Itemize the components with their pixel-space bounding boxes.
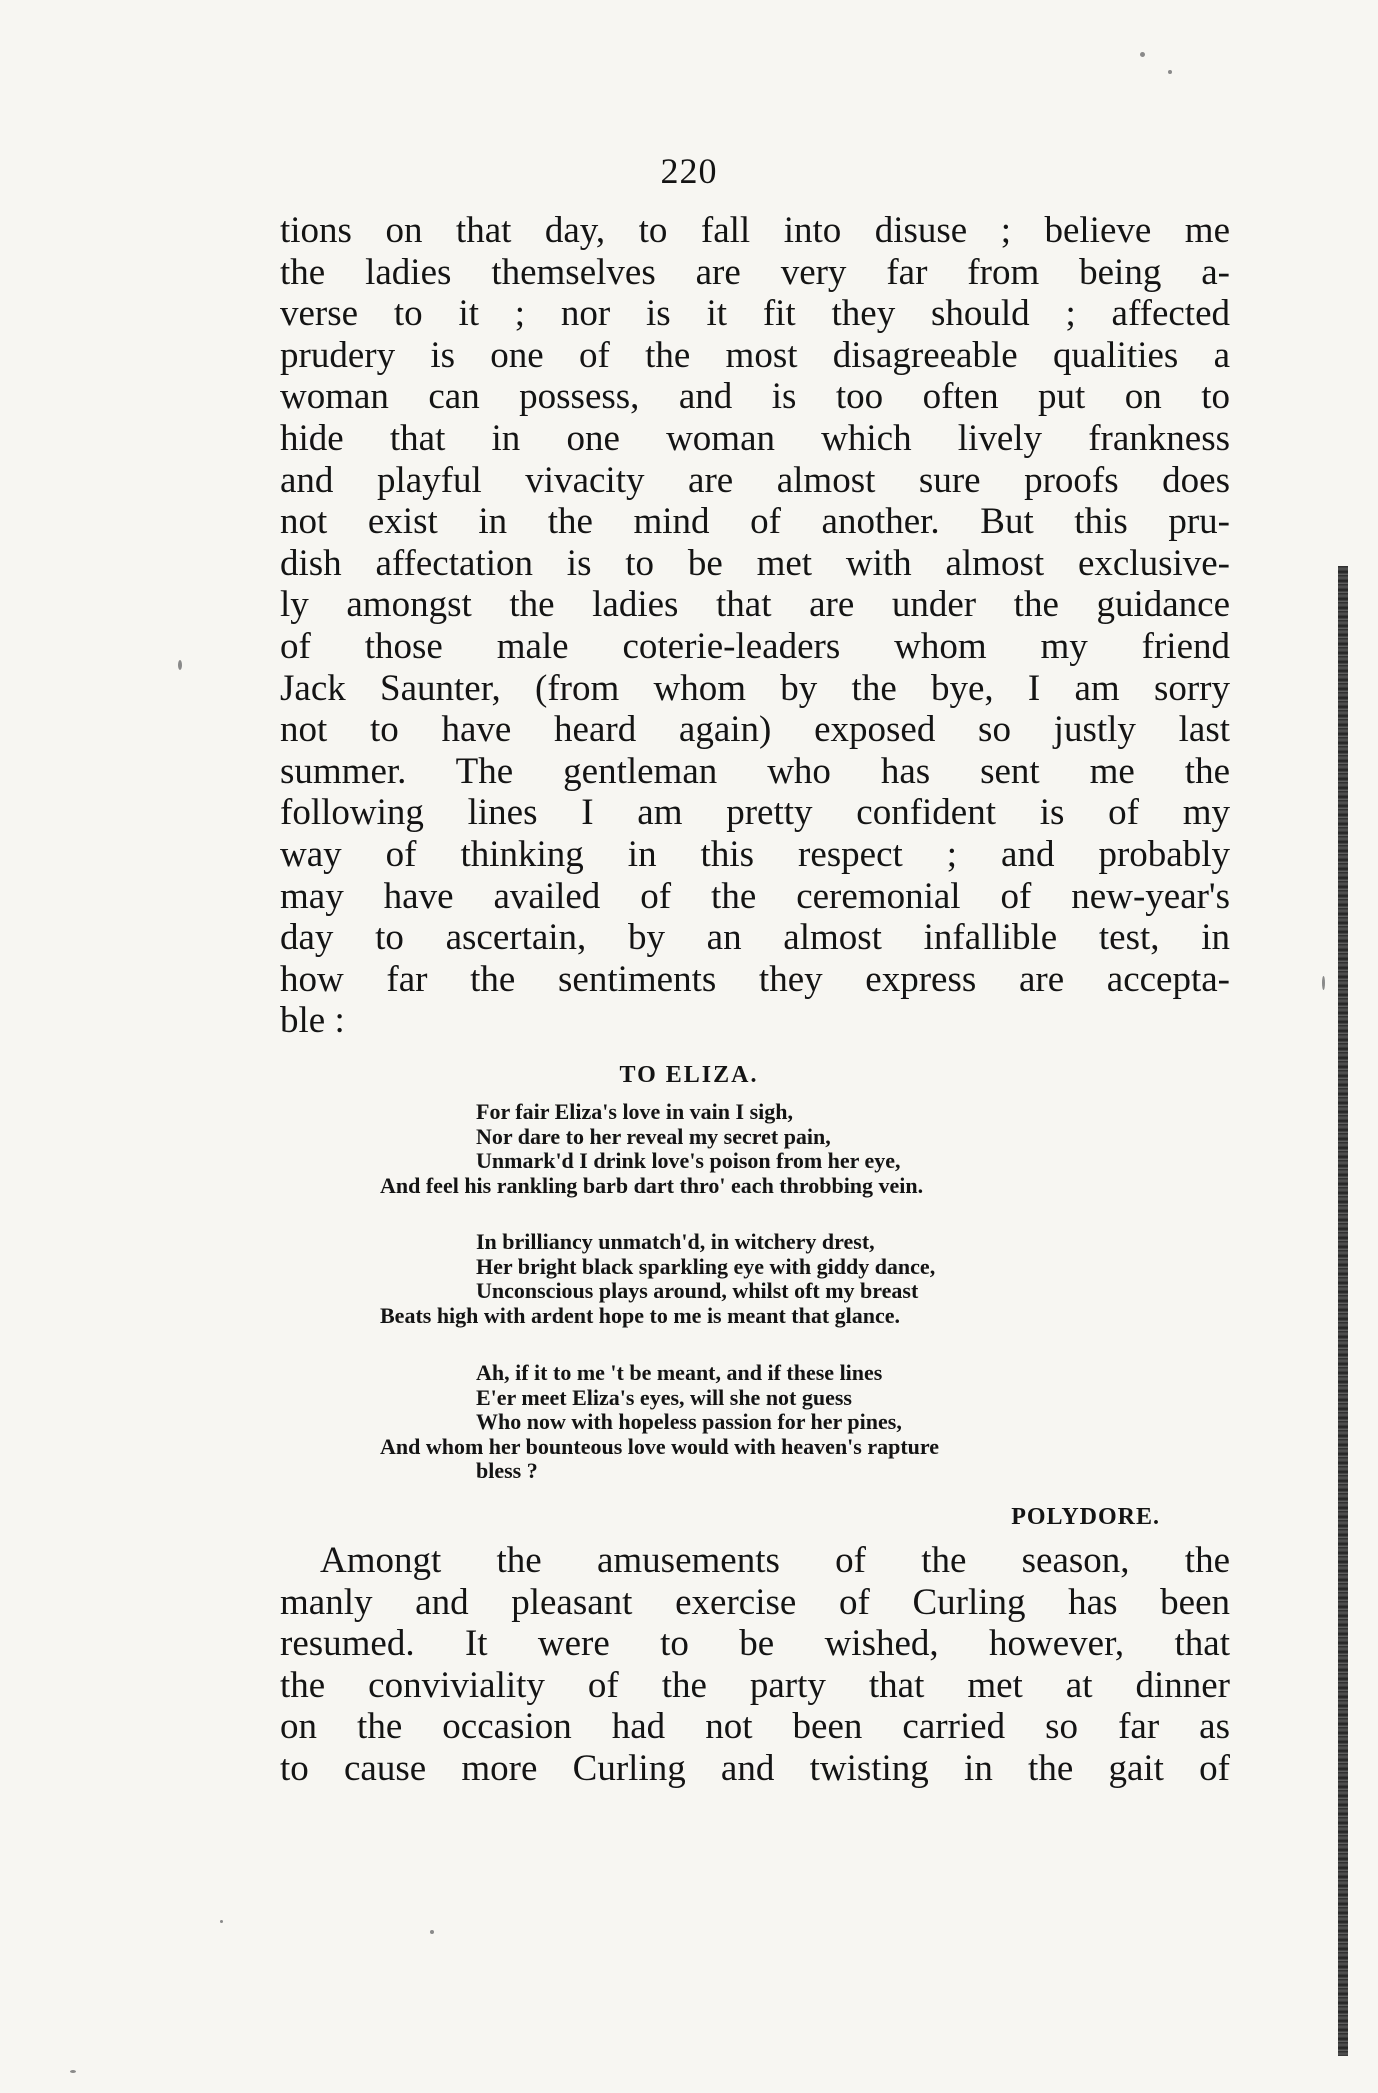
- text-line: Amongt the amusements of the season, the: [320, 1540, 1230, 1581]
- text-line: Jack Saunter, (from whom by the bye, I am sorry: [280, 667, 1230, 709]
- text-line: verse to it ; nor is it fit they should ; affected: [280, 293, 1230, 335]
- page-number: 220: [660, 151, 718, 191]
- verse-line: Unmark'd I drink love's poison from her eye,: [476, 1148, 901, 1173]
- poem-signature: POLYDORE.: [1011, 1504, 1160, 1530]
- text-line: not exist in the mind of another. But this pru-: [280, 501, 1230, 543]
- scan-speck: [430, 1930, 434, 1934]
- poem-stanza: [380, 1100, 1210, 1198]
- prose-paragraph-top: [280, 210, 1230, 1042]
- text-line: on the occasion had not been carried so far as: [280, 1706, 1230, 1748]
- text-line: day to ascertain, by an almost infallible test, in: [280, 917, 1230, 959]
- text-line: tions on that day, to fall into disuse ; believe me: [280, 210, 1230, 251]
- scan-speck: [1140, 52, 1145, 57]
- verse-line: bless ?: [476, 1458, 538, 1483]
- verse-line: Nor dare to her reveal my secret pain,: [476, 1123, 831, 1149]
- text-line: way of thinking in this respect ; and probably: [280, 833, 1230, 875]
- text-line: may have availed of the ceremonial of new-year's: [280, 875, 1230, 917]
- text-line: woman can possess, and is too often put on to: [280, 376, 1230, 418]
- text-line: following lines I am pretty confident is of my: [280, 792, 1230, 834]
- text-line: the ladies themselves are very far from being a-: [280, 251, 1230, 293]
- text-line: of those male coterie-leaders whom my friend: [280, 625, 1230, 667]
- text-line: the conviviality of the party that met at dinner: [280, 1664, 1230, 1706]
- verse-line: Ah, if it to me 't be meant, and if these lines: [476, 1360, 883, 1385]
- verse-line: Unconscious plays around, whilst oft my breast: [476, 1278, 919, 1303]
- scan-speck: [1322, 976, 1325, 990]
- verse-line: E'er meet Eliza's eyes, will she not guess: [476, 1384, 852, 1410]
- scan-speck: [70, 2070, 76, 2073]
- verse-line: Beats high with ardent hope to me is meant that glance.: [380, 1302, 901, 1328]
- text-line: resumed. It were to be wished, however, that: [280, 1623, 1230, 1665]
- text-line: to cause more Curling and twisting in the gait of: [280, 1747, 1230, 1789]
- text-line: dish affectation is to be met with almost exclusive-: [280, 542, 1230, 584]
- text-line: how far the sentiments they express are accepta-: [280, 958, 1230, 1000]
- verse-line: In brilliancy unmatch'd, in witchery drest,: [476, 1229, 875, 1254]
- poem-stanza: [380, 1361, 1210, 1484]
- scan-margin-bar: [1338, 566, 1348, 2056]
- prose-paragraph-bottom: [280, 1540, 1230, 1790]
- poem-stanza: [380, 1230, 1210, 1328]
- text-line: ly amongst the ladies that are under the guidance: [280, 584, 1230, 626]
- text-line: prudery is one of the most disagreeable qualities a: [280, 334, 1230, 376]
- scan-speck: [178, 660, 182, 670]
- verse-line: And feel his rankling barb dart thro' each throbbing vein.: [380, 1172, 924, 1198]
- text-line: hide that in one woman which lively frankness: [280, 417, 1230, 459]
- text-line: and playful vivacity are almost sure proofs does: [280, 459, 1230, 501]
- text-line: ble :: [280, 1000, 345, 1042]
- text-line: manly and pleasant exercise of Curling has been: [280, 1581, 1230, 1623]
- verse-line: And whom her bounteous love would with heaven's rapture: [380, 1433, 940, 1459]
- poem-title: TO ELIZA.: [619, 1062, 759, 1088]
- verse-line: Who now with hopeless passion for her pines,: [476, 1409, 902, 1434]
- text-line: not to have heard again) exposed so justly last: [280, 709, 1230, 751]
- text-line: summer. The gentleman who has sent me the: [280, 750, 1230, 792]
- scan-speck: [220, 1920, 223, 1923]
- verse-line: Her bright black sparkling eye with giddy dance,: [476, 1253, 936, 1279]
- scan-speck: [1168, 70, 1172, 74]
- verse-line: For fair Eliza's love in vain I sigh,: [476, 1099, 793, 1124]
